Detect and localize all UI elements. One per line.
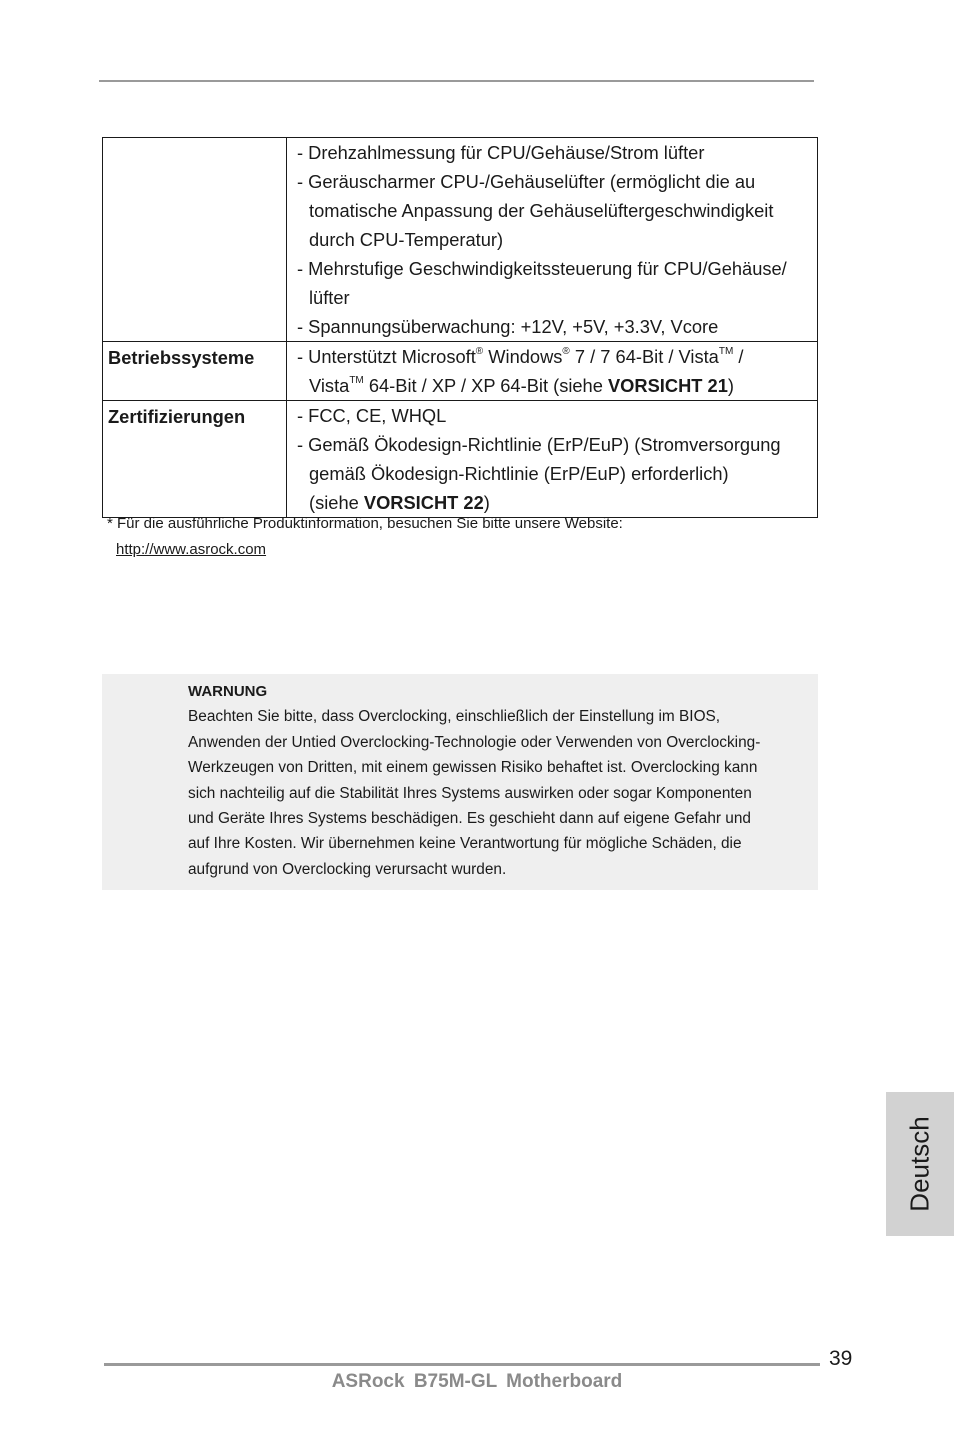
spec-line: durch CPU-Temperatur) [309, 229, 504, 250]
page-number: 39 [829, 1347, 853, 1370]
table-row [103, 138, 818, 342]
header-rule [99, 80, 814, 82]
row-label [103, 342, 287, 401]
row-label [103, 401, 287, 518]
footer-rule [104, 1363, 820, 1366]
warning-content [188, 679, 818, 882]
footnote-text: * Für die ausführliche Produktinformation, besuchen Sie bitte unsere Website: [107, 515, 623, 532]
spec-line: - FCC, CE, WHQL [297, 405, 447, 426]
certs-label: Zertifizierungen [108, 406, 246, 427]
warning-line: aufgrund von Overclocking verursacht wurden. [188, 860, 507, 878]
row-content [287, 401, 818, 518]
spec-line: - Geräuscharmer CPU-/Gehäuselüfter (ermöglicht die au [297, 171, 756, 192]
spec-line: lüfter [309, 287, 350, 308]
warning-line: Beachten Sie bitte, dass Overclocking, einschließlich der Einstellung im BIOS, [188, 708, 721, 726]
spec-line: - Mehrstufige Geschwindigkeitssteuerung für CPU/Gehäuse/ [297, 258, 787, 279]
language-tab [886, 1092, 954, 1236]
spec-line: - Drehzahlmessung für CPU/Gehäuse/Strom lüfter [297, 142, 705, 163]
footnote [107, 511, 623, 563]
language-tab-label: Deutsch [904, 1116, 935, 1212]
warning-line: Anwenden der Untied Overclocking-Technologie oder Verwenden von Overclocking- [188, 733, 761, 751]
spec-line: Vista™ 64-Bit / XP / XP 64-Bit (siehe VORSICHT 21) [309, 375, 734, 396]
warning-line: auf Ihre Kosten. Wir übernehmen keine Verantwortung für mögliche Schäden, die [188, 835, 742, 853]
warning-line: Werkzeugen von Dritten, mit einem gewissen Risiko behaftet ist. Overclocking kann [188, 759, 758, 777]
row-label [103, 138, 287, 342]
row-content [287, 342, 818, 401]
footer-title: ASRock B75M-GL Motherboard [331, 1371, 623, 1392]
website-link[interactable]: http://www.asrock.com [116, 541, 267, 558]
spec-line: - Spannungsüberwachung: +12V, +5V, +3.3V, Vcore [297, 316, 719, 337]
warning-box [102, 674, 818, 890]
table-row [103, 342, 818, 401]
warning-line: und Geräte Ihres Systems beschädigen. Es geschieht dann auf eigene Gefahr und [188, 810, 751, 828]
spec-line: - Unterstützt Microsoft® Windows® 7 / 7 64-Bit / Vista™ / [297, 346, 744, 367]
spec-line: (siehe VORSICHT 22) [309, 492, 490, 513]
spec-line: - Gemäß Ökodesign-Richtlinie (ErP/EuP) (Stromversorgung [297, 434, 781, 455]
table-row [103, 401, 818, 518]
row-content [287, 138, 818, 342]
spec-line: tomatische Anpassung der Gehäuselüftergeschwindigkeit [309, 200, 774, 221]
warning-title: WARNUNG [188, 683, 268, 700]
warning-line: sich nachteilig auf die Stabilität Ihres Systems auswirken oder sogar Komponenten [188, 784, 752, 802]
spec-line: gemäß Ökodesign-Richtlinie (ErP/EuP) erforderlich) [309, 463, 729, 484]
spec-table [102, 137, 818, 518]
os-label: Betriebssysteme [108, 347, 255, 368]
